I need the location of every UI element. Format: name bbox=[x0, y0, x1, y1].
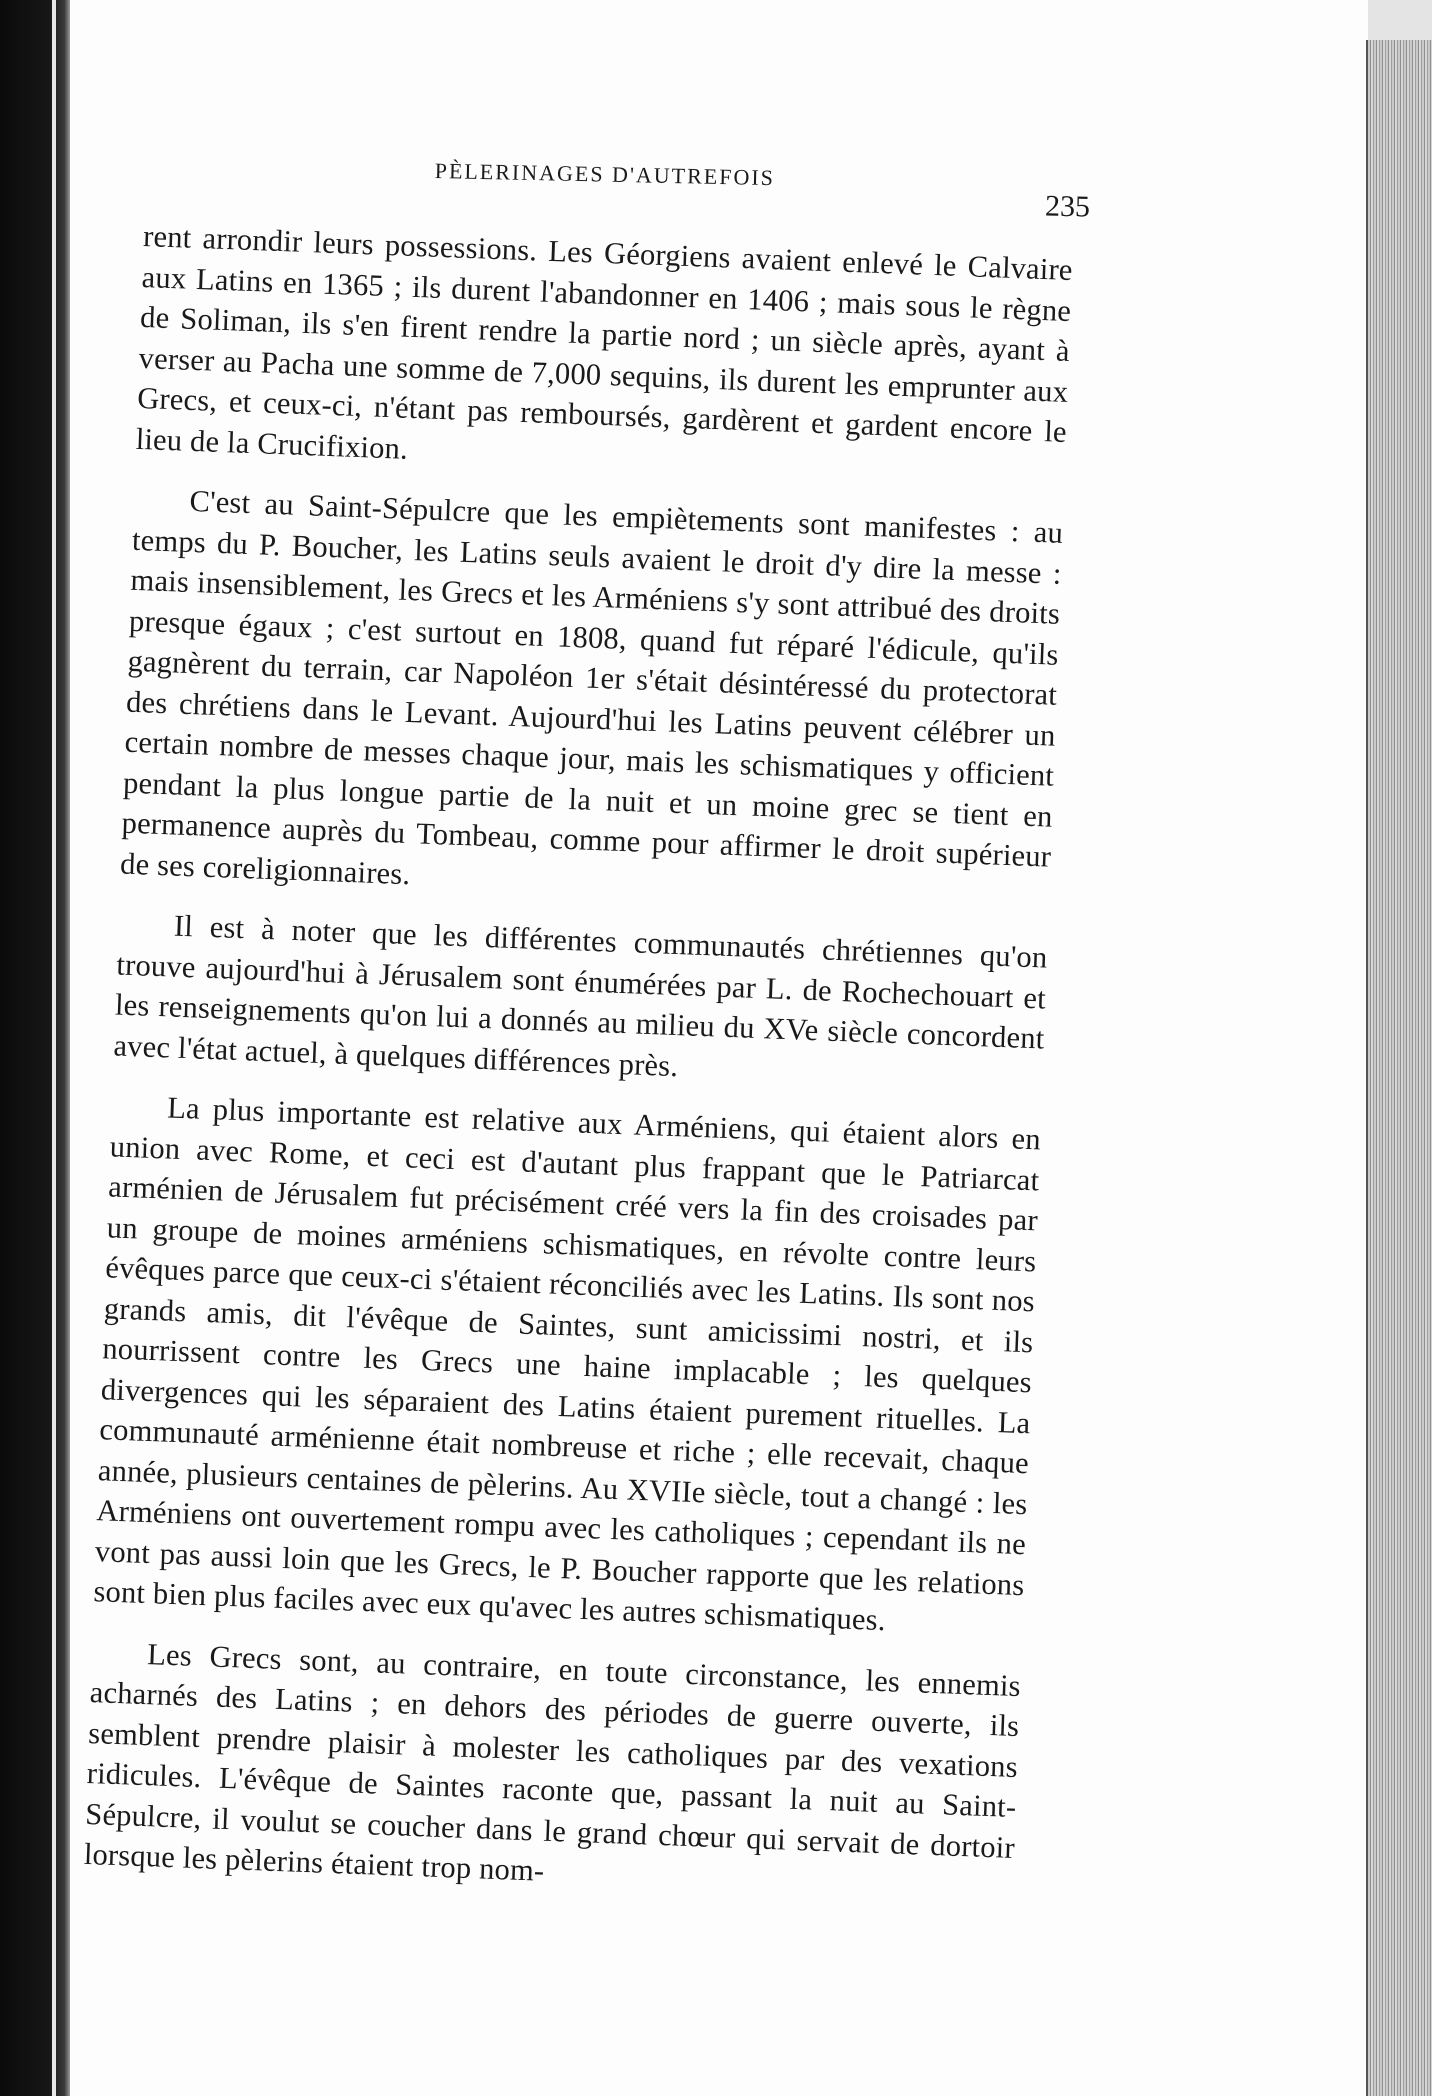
body-text bbox=[82, 216, 1073, 1928]
page-number: 235 bbox=[1044, 189, 1091, 224]
running-head bbox=[130, 140, 1091, 224]
paragraph-armeniens: La plus importante est relative aux Arméniens, qui étaient alors en union avec Rome, et ceci est d'autant plus frappant que le Patriarcat arménien de Jérusalem fut précisément créé vers la fin des croisades par un groupe de moines arméniens schismatiques, en révolte contre leurs évêques parce que ceux-ci s'étaient réconciliés avec les Latins. Ils sont nos grands amis, dit l'évêque de Saintes, sunt amicissimi nostri, et ils nourrissent contre les Grecs une haine implacable ; les quelques divergences qui les séparaient des Latins étaient purement rituelles. La communauté arménienne était nombreuse et riche ; elle recevait, chaque année, plusieurs centaines de pèlerins. Au XVIIe siècle, tout a changé : les Arméniens ont ouvertement rompu avec les catholiques ; cependant ils ne vont pas aussi loin que les Grecs, le P. Boucher rapporte que les relations sont bien plus faciles avec eux qu'avec les autres schismatiques. bbox=[92, 1090, 1042, 1638]
paragraph-saint-sepulcre: C'est au Saint-Sépulcre que les empiètements sont manifestes : au temps du P. Boucher, les Latins seuls avaient le droit d'y dire la messe : mais insensiblement, les Grecs et les Arméniens s'y sont attribué des droits presque égaux ; c'est surtout en 1808, quand fut réparé l'édicule, qu'ils gagnèrent du terrain, car Napoléon 1er s'était désintéressé du protectorat des chrétiens dans le Levant. Aujourd'hui les Latins peuvent célébrer un certain nombre de messes chaque jour, mais les schismatiques y officient pendant la plus longue partie de la nuit et un moine grec se tient en permanence auprès du Tombeau, comme pour affirmer le droit supérieur de ses coreligionnaires. bbox=[119, 483, 1064, 891]
paragraph-grecs: Les Grecs sont, au contraire, en toute circonstance, les ennemis acharnés des Latins ; en dehors des périodes de guerre ouverte, ils semblent prendre plaisir à molester les catholiques par des vexations ridicules. L'évêque de Saintes raconte que, passant la nuit au Saint-Sépulcre, il voulut se coucher dans le grand chœur qui servait de dortoir lorsque les pèlerins étaient trop nom- bbox=[83, 1636, 1022, 1888]
paragraph-communautes: Il est à noter que les différentes communautés chrétiennes qu'on trouve aujourd'hui à Jérusalem sont énumérées par L. de Rochechouart et les renseignements qu'on lui a donnés au milieu du XVe siècle concordent avec l'état actuel, à quelques différences près. bbox=[112, 908, 1049, 1083]
book-page bbox=[83, 140, 1091, 2000]
page-stack-top bbox=[1368, 0, 1432, 44]
paragraph-continuation: rent arrondir leurs possessions. Les Géorgiens avaient enlevé le Calvaire aux Latins en 1365 ; ils durent l'abandonner en 1406 ; mais sous le règne de Soliman, ils s'en firent rendre la partie nord ; un siècle après, ayant à verser au Pacha une somme de 7,000 sequins, ils durent les emprunter aux Grecs, et ceux-ci, n'étant pas remboursés, gardèrent et gardent encore le lieu de la Crucifixion. bbox=[135, 218, 1074, 466]
running-head-title: PÈLERINAGES D'AUTREFOIS bbox=[434, 158, 776, 191]
book-binding-edge bbox=[0, 0, 70, 2096]
page-stack-edge bbox=[1366, 40, 1432, 2096]
